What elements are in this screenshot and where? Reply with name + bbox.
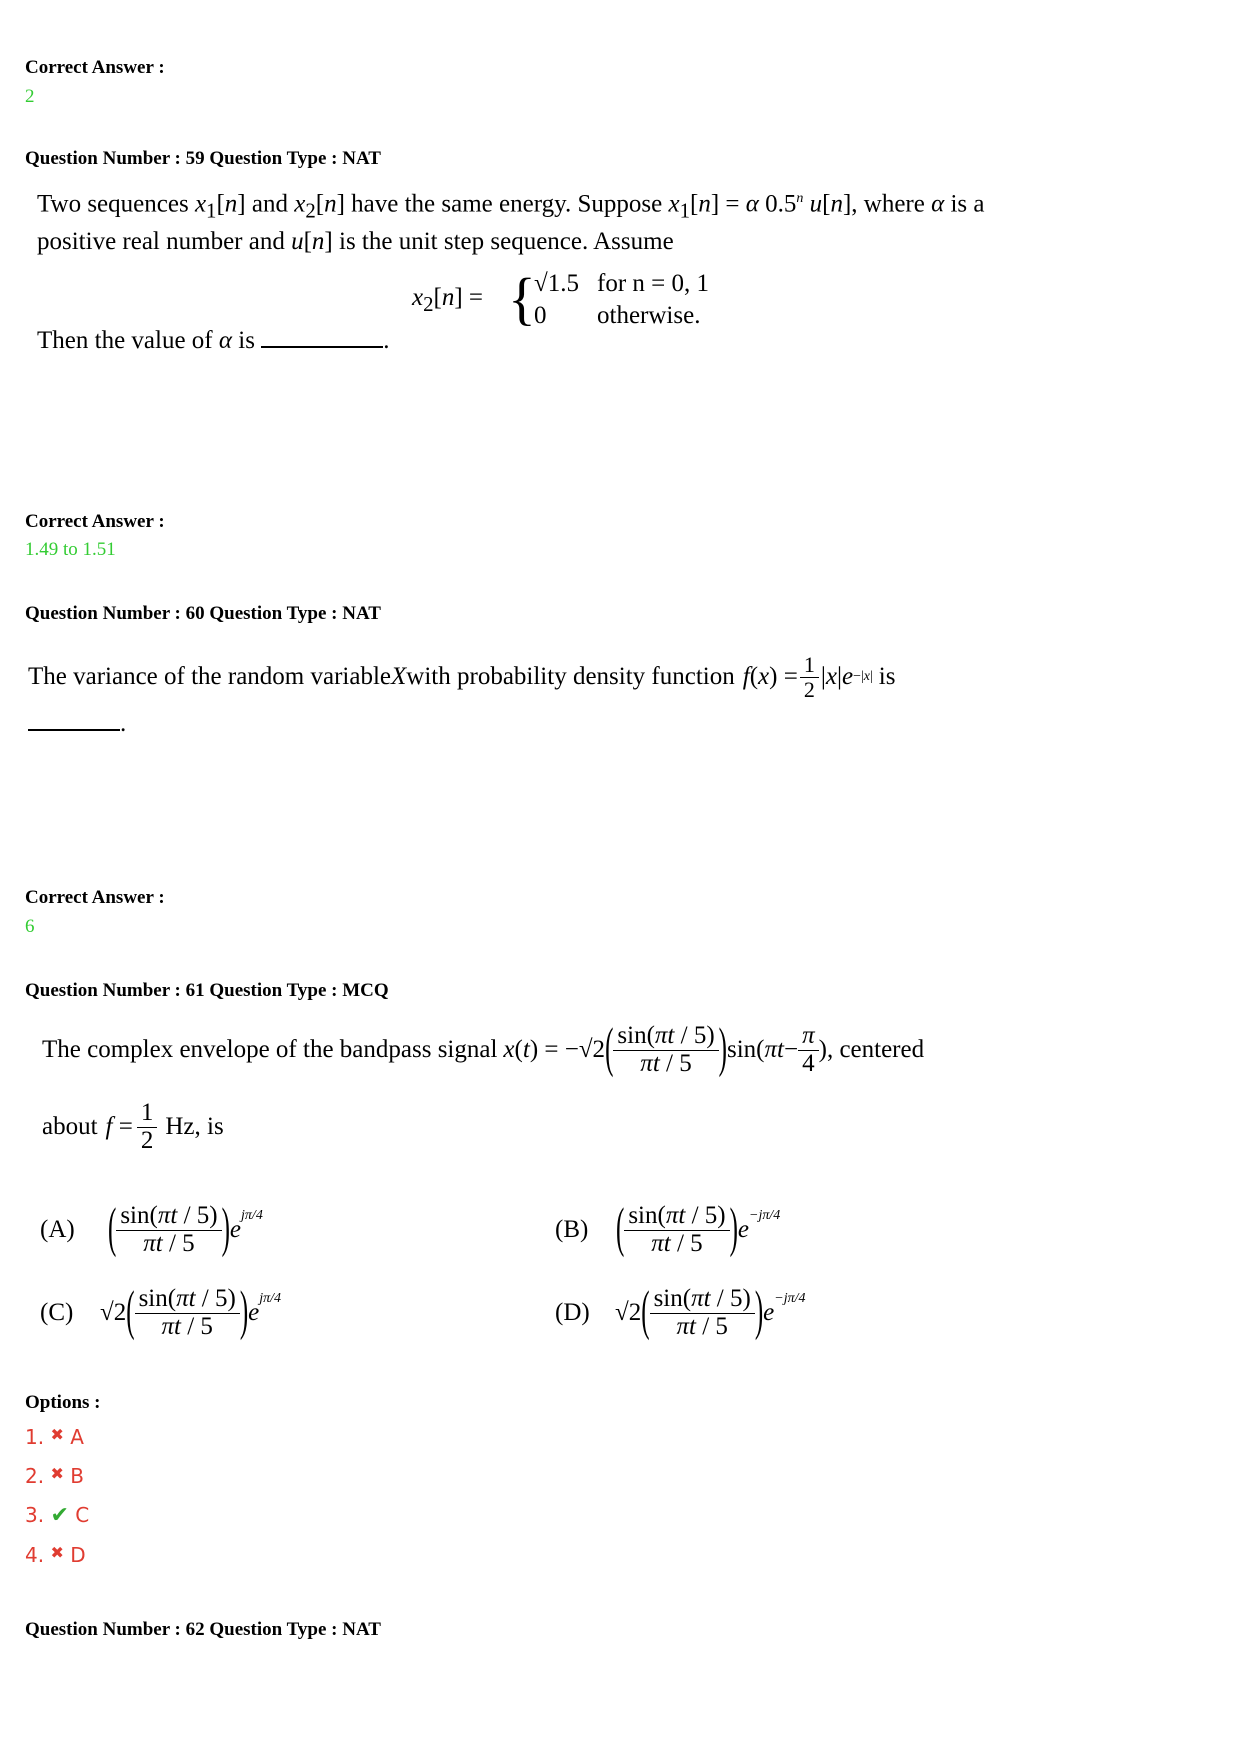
correct-answer-label: Correct Answer :: [25, 57, 165, 78]
option-letter: A: [70, 1425, 84, 1449]
wrong-icon: ✖: [50, 1543, 64, 1562]
correct-answer-value: 2: [25, 86, 35, 107]
option-number: 4.: [25, 1543, 45, 1567]
correct-answer-value: 6: [25, 916, 35, 937]
answer-blank: [28, 729, 120, 731]
q59-text: Two sequences: [37, 190, 195, 218]
q59-text: is a: [944, 190, 985, 218]
q61-text: about: [42, 1113, 98, 1140]
case-1-condition: for n = 0, 1: [597, 270, 709, 297]
q59-text: and: [251, 190, 295, 218]
q59-text: have the same energy. Suppose: [344, 190, 669, 218]
option-1: [25, 1425, 84, 1449]
option-3: [25, 1503, 89, 1528]
q59-text: , where: [851, 190, 932, 218]
q60-text: with probability density function: [406, 663, 735, 690]
q60-text: is: [878, 663, 896, 690]
case-1: [534, 270, 579, 298]
correct-answer-label: Correct Answer :: [25, 511, 165, 532]
q61-text: , centered: [826, 1036, 925, 1063]
answer-blank: [261, 346, 383, 348]
q59-line1: Two sequences $x_1[n]$ and $x_2[n]$ have the same energy. Suppose $x_1[n] = \alpha$ 0.5$^n$ u[n], where α is a: [37, 190, 985, 223]
choice-b: (B) ( $\frac{\sin(\pi t / 5)}{\pi t / 5}$ ) e $^{-j\pi/4}$: [555, 1199, 781, 1259]
q61-text: The complex envelope of the bandpass signal: [42, 1036, 498, 1063]
option-letter: B: [70, 1464, 84, 1488]
options-title: Options :: [25, 1392, 101, 1413]
q59-text: is the unit step sequence. Assume: [332, 228, 674, 256]
case-1-value: √1.5: [534, 270, 579, 297]
q60-text: The variance of the random variable: [28, 663, 392, 690]
question-header-59: Question Number : 59 Question Type : NAT: [25, 148, 381, 169]
q59-text: positive real number and: [37, 228, 292, 256]
question-header-60: Question Number : 60 Question Type : NAT: [25, 603, 381, 624]
q59-line3: Then the value of α is .: [37, 327, 390, 354]
option-2: [25, 1464, 84, 1488]
choice-c-label: (C): [40, 1299, 74, 1326]
question-text-61: The complex envelope of the bandpass signal x ( t ) = −√2 ( $\frac{\sin(\pi t / 5)}{\pi t / 5}$ ) sin( πt − $\frac{\pi}{4}$ ) , centered: [42, 1019, 925, 1079]
option-number: 3.: [25, 1503, 45, 1527]
check-icon: ✔: [50, 1503, 69, 1528]
option-letter: C: [75, 1503, 90, 1527]
correct-answer-value: 1.49 to 1.51: [25, 539, 116, 560]
case-2-value: 0: [534, 302, 547, 329]
option-number: 2.: [25, 1464, 45, 1488]
choice-d-label: (D): [555, 1299, 590, 1326]
question-text-59: [37, 183, 1137, 257]
wrong-icon: ✖: [50, 1464, 64, 1483]
q60-answer-line: .: [28, 710, 126, 738]
option-number: 1.: [25, 1425, 45, 1449]
q61-text: Hz, is: [165, 1113, 224, 1140]
correct-answer-label: Correct Answer :: [25, 887, 165, 908]
question-header-61: Question Number : 61 Question Type : MCQ: [25, 980, 389, 1001]
case-2-condition: otherwise.: [597, 302, 701, 329]
q61-line2: about f = $\frac{1}{2}$ Hz, is: [42, 1099, 224, 1154]
wrong-icon: ✖: [50, 1425, 64, 1444]
question-header-62: Question Number : 62 Question Type : NAT: [25, 1619, 381, 1640]
choice-b-label: (B): [555, 1216, 589, 1243]
choice-d: (D) √2 ( $\frac{\sin(\pi t / 5)}{\pi t / 5}$ ) e $^{-j\pi/4}$: [555, 1282, 806, 1342]
question-text-60: The variance of the random variable X with probability density function f ( x ) = $\frac{1}{2}$ | x | e −|x| is: [28, 652, 896, 702]
choice-a-label: (A): [40, 1216, 75, 1243]
option-4: [25, 1543, 86, 1567]
option-letter: D: [70, 1543, 86, 1567]
q59-text: Then the value of: [37, 327, 219, 354]
q59-line2: positive real number and u[n] is the unit step sequence. Assume: [37, 228, 674, 256]
choice-a: (A) ( $\frac{\sin(\pi t / 5)}{\pi t / 5}$ ) e $^{j\pi/4}$: [40, 1199, 263, 1259]
choice-c: (C) √2 ( $\frac{\sin(\pi t / 5)}{\pi t / 5}$ ) e $^{j\pi/4}$: [40, 1282, 282, 1342]
